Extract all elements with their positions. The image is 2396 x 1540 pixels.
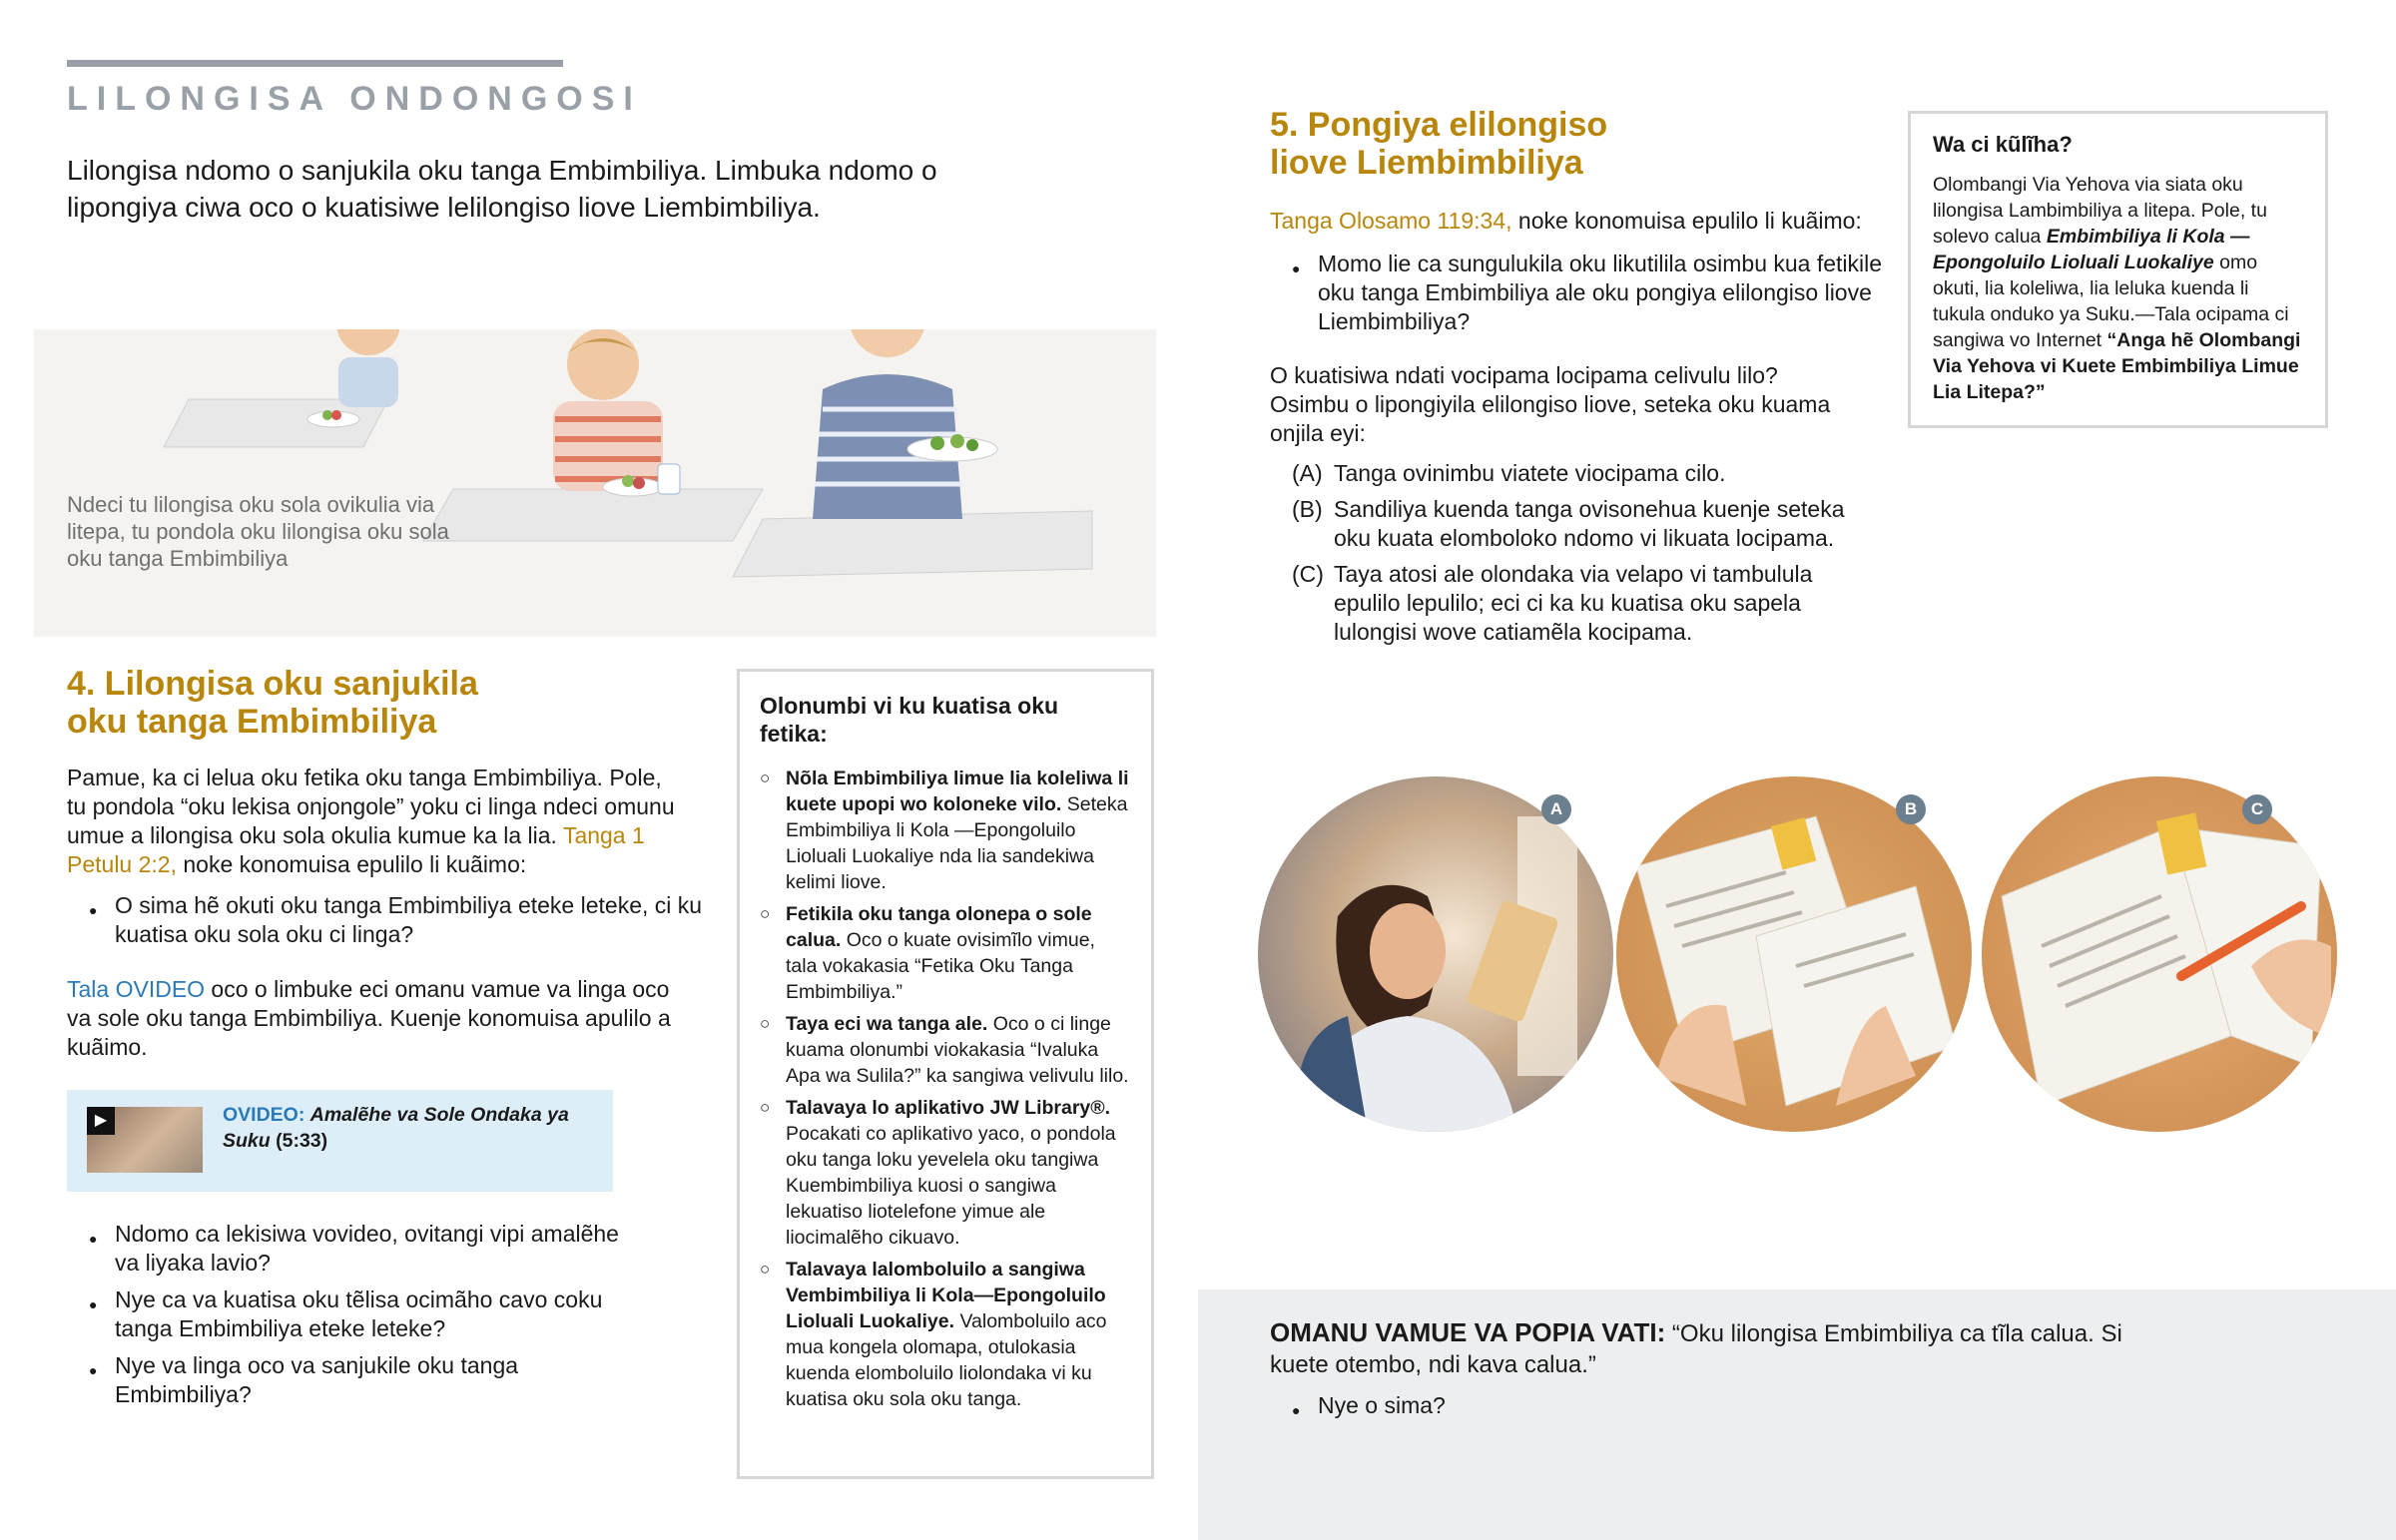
list-item: ● O sima hẽ okuti oku tanga Embimbiliya eteke leteke, ci ku kuatisa oku sola oku ci linga? <box>115 891 714 949</box>
hero-illustration <box>34 329 1156 637</box>
list-item: ● Nye o sima? <box>1318 1391 1917 1420</box>
marking-book-illustration <box>1982 776 2337 1132</box>
tip-text: Oco o kuate ovisimĩlo vimue, tala vokakasia “Fetika Oku Tanga Embimbiliya.” <box>786 929 1095 1003</box>
step-a <box>1292 459 1871 488</box>
list-item: ● Momo lie ca sungulukila oku likutilila osimbu kua fetikile oku tanga Embimbiliya ale oku pongiya elilongiso liove Liembimbiliya? <box>1318 250 1897 336</box>
did-you-know-text <box>1933 172 2303 405</box>
section-5-heading-line2: liove Liembimbiliya <box>1270 144 1583 182</box>
section-5-heading <box>1270 106 1869 182</box>
scripture-link-olosamo[interactable]: Tanga Olosamo 119:34, <box>1270 208 1512 234</box>
people-say-bullets <box>1270 1391 1917 1428</box>
kicker-title: LILONGISA ONDONGOSI <box>67 80 642 118</box>
did-you-know-box <box>1908 111 2328 428</box>
text-a: Olombangi Via Yehova via siata oku lilongisa Lambimbiliya a litepa. Pole, tu solevo calua <box>1933 174 2267 248</box>
tip-item <box>786 1011 1131 1089</box>
did-you-know-heading: Wa ci kũlĩha? <box>1933 132 2073 157</box>
tip-text: Pocakati co aplikativo yaco, o pondola oku tanga loku yevelela oku tangiwa Kuembimbiliya kuosi o sangiwa lekuatiso liotelefone yimue ale liocimalẽho cikuavo. <box>786 1123 1116 1249</box>
tala-video-tail: oco o limbuke eci omanu vamue va linga oco va sole oku tanga Embimbiliya. Kuenje konomuisa apulilo a kuãimo. <box>67 976 671 1060</box>
section-5-steps <box>1292 459 1871 647</box>
tip-item <box>786 1257 1131 1412</box>
video-questions <box>67 1220 634 1417</box>
badge-a: A <box>1541 794 1571 824</box>
tala-video-para <box>67 975 686 1062</box>
illustration-circle-c <box>1982 776 2337 1132</box>
tips-list <box>760 766 1131 1412</box>
video-card[interactable] <box>67 1090 613 1192</box>
tip-bold: Nõla Embimbiliya limue lia koleliwa li kuete upopi wo koloneke vilo. <box>786 768 1129 815</box>
tip-text: Valomboluilo aco mua kongela olomapa, otulokasia kuenda elomboluilo liolondaka vi ku kuatisa oku sola oku tanga. <box>786 1310 1107 1410</box>
section-4-para: Pamue, ka ci lelua oku fetika oku tanga Embimbiliya. Pole, tu pondola “oku lekisa onjongole” yoku ci linga ndeci omunu umue a lilongisa oku sola okulia kumue ka la lia. <box>67 765 675 848</box>
video-thumbnail[interactable] <box>87 1107 203 1173</box>
illustration-circle-b <box>1616 776 1972 1132</box>
video-caption <box>223 1102 592 1154</box>
tip-text: Oco o ci linge kuama olonumbi viokakasia “Ivaluka Apa wa Sulila?” ka sangiwa velivulu lilo. <box>786 1013 1129 1087</box>
tala-video-link[interactable]: Tala OVIDEO <box>67 976 206 1002</box>
step-text: Tanga ovinimbu viatete viocipama cilo. <box>1334 460 1726 486</box>
step-c <box>1292 560 1871 647</box>
section-4-heading-line2: oku tanga Embimbiliya <box>67 703 437 741</box>
boys-eating-illustration <box>34 329 1156 637</box>
section-4-ref-tail: noke konomuisa epulilo li kuãimo: <box>176 851 527 877</box>
kicker-bar <box>67 60 563 67</box>
tips-heading: Olonumbi vi ku kuatisa oku fetika: <box>760 693 1059 747</box>
tip-item <box>786 766 1131 895</box>
intro-text: Lilongisa ndomo o sanjukila oku tanga Embimbiliya. Limbuka ndomo o lipongiya ciwa oco o kuatisiwe lelilongiso liove Liembimbiliya. <box>67 155 937 223</box>
open-book-illustration <box>1616 776 1972 1132</box>
list-item: ● Nye ca va kuatisa oku tẽlisa ocimãho cavo coku tanga Embimbiliya eteke leteke? <box>115 1285 634 1343</box>
tips-sidebox <box>737 669 1154 1479</box>
tip-bold: Talavaya lo aplikativo JW Library®. <box>786 1097 1111 1119</box>
section-4-body <box>67 764 686 879</box>
article-link[interactable]: “Anga hẽ Olombangi Via Yehova vi Kuete Embimbiliya Limue Lia Litepa?” <box>1933 329 2301 403</box>
step-label: (C) <box>1292 561 1324 587</box>
illustration-circle-a <box>1258 776 1613 1132</box>
scripture-link-1-petulu[interactable]: Tanga 1 Petulu 2:2, <box>67 822 645 877</box>
section-4-bullets <box>67 891 714 957</box>
tip-bold: Taya eci wa tanga ale. <box>786 1013 988 1035</box>
tip-item <box>786 1095 1131 1251</box>
step-text: Sandiliya kuenda tanga ovisonehua kuenje seteka oku kuata elomboloko ndomo vi likuata locipama. <box>1334 496 1845 551</box>
section-5-bullets <box>1270 250 1897 344</box>
list-item: ● Nye va linga oco va sanjukile oku tanga Embimbiliya? <box>115 1351 634 1409</box>
section-5-ref-line <box>1270 207 1889 236</box>
tip-bold: Fetikila oku tanga olonepa o sole calua. <box>786 903 1092 951</box>
bible-title: Embimbiliya li Kola —Epongoluilo Lioluali Luokaliye <box>1933 226 2250 273</box>
step-label: (B) <box>1292 496 1323 522</box>
play-icon[interactable]: ▶ <box>87 1107 115 1135</box>
video-label: OVIDEO: <box>223 1104 305 1126</box>
hero-caption: Ndeci tu lilongisa oku sola ovikulia via litepa, tu pondola oku lilongisa oku sola oku tanga Embimbiliya <box>67 492 449 571</box>
section-4-heading <box>67 665 686 741</box>
tip-item <box>786 901 1131 1005</box>
section-5-ref-tail: noke konomuisa epulilo li kuãimo: <box>1511 208 1862 234</box>
people-say-quote: “Oku lilongisa Embimbiliya ca tĩla calua. Si kuete otembo, ndi kava calua.” <box>1270 1320 2122 1378</box>
tip-bold: Talavaya lalomboluilo a sangiwa Vembimbiliya li Kola—Epongoluilo Lioluali Luokaliye. <box>786 1259 1106 1332</box>
video-title[interactable]: Amalẽhe va Sole Ondaka ya Suku <box>223 1104 569 1152</box>
section-4-heading-line1: 4. Lilongisa oku sanjukila <box>67 665 478 703</box>
people-say-label: OMANU VAMUE VA POPIA VATI: <box>1270 1317 1666 1347</box>
girl-reading-illustration <box>1258 776 1613 1132</box>
step-b <box>1292 495 1871 553</box>
badge-c: C <box>2242 794 2272 824</box>
step-label: (A) <box>1292 460 1323 486</box>
text-c: omo okuti, lia koleliwa, lia leluka kuenda li tukula onduko ya Suku.—Tala ocipama ci sangiwa vo Internet <box>1933 252 2289 351</box>
list-item: ● Ndomo ca lekisiwa vovideo, ovitangi vipi amalẽhe va liyaka lavio? <box>115 1220 634 1278</box>
video-duration: (5:33) <box>276 1130 328 1152</box>
badge-b: B <box>1896 794 1926 824</box>
step-text: Taya atosi ale olondaka via velapo vi tambulula epulilo lepulilo; eci ci ka ku kuatisa oku sapela lulongisi wove catiamẽla kocipama. <box>1334 561 1813 645</box>
tip-text: Seteka Embimbiliya li Kola —Epongoluilo Lioluali Luokaliye nda lia sandekiwa kelimi liove. <box>786 793 1128 893</box>
section-5-para: O kuatisiwa ndati vocipama locipama celivulu lilo? Osimbu o lipongiyila elilongiso liove, seteka oku kuama onjila eyi: <box>1270 362 1831 446</box>
people-say-text <box>1270 1317 2148 1380</box>
section-5-heading-line1: 5. Pongiya elilongiso <box>1270 106 1608 144</box>
